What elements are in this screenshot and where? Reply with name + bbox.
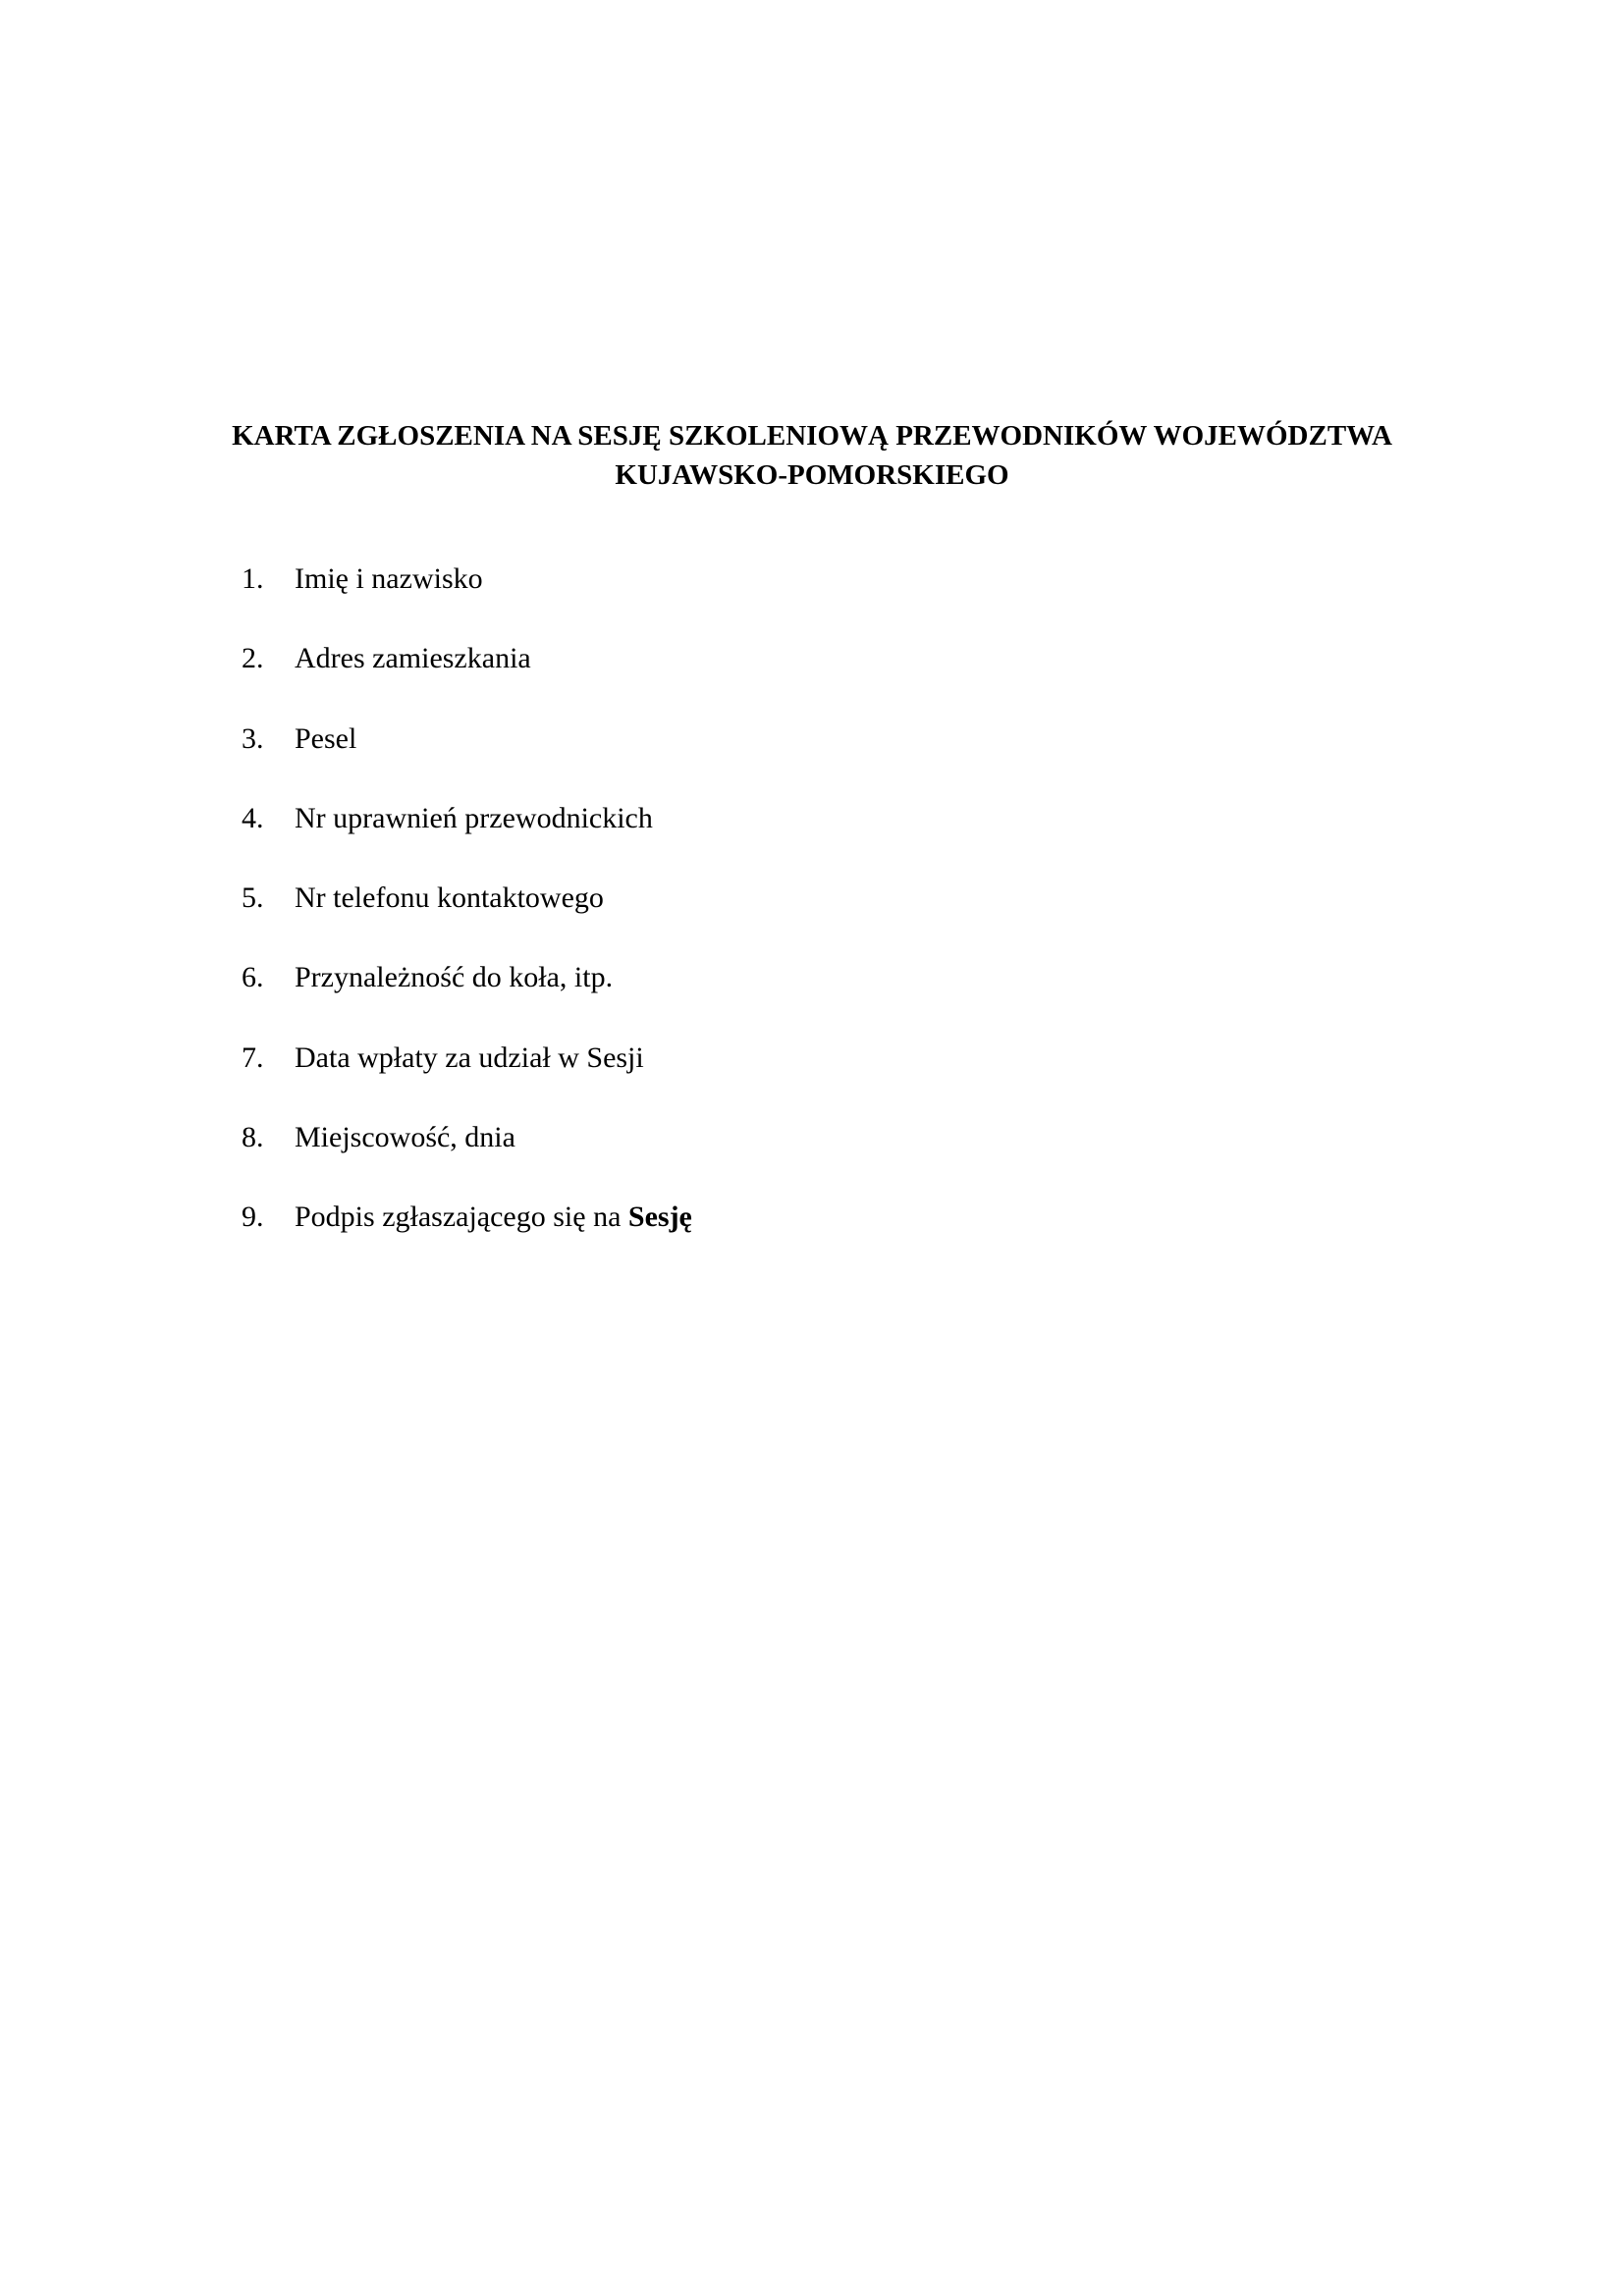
form-field-pesel — [242, 720, 692, 799]
list-item-number: 6. — [242, 961, 264, 994]
list-item-number: 7. — [242, 1041, 264, 1074]
list-item-number: 4. — [242, 801, 264, 834]
list-item-number: 3. — [242, 721, 264, 755]
list-item-label: Adres zamieszkania — [295, 642, 531, 675]
list-item-number: 9. — [242, 1201, 264, 1234]
form-field-address — [242, 639, 692, 719]
list-item-label-container — [295, 1201, 692, 1233]
document-title-line-1: KARTA ZGŁOSZENIA NA SESJĘ SZKOLENIOWĄ PRZEWODNIKÓW WOJEWÓDZTWA — [232, 420, 1392, 452]
form-field-place-date — [242, 1118, 692, 1198]
list-item-label: Nr telefonu kontaktowego — [295, 881, 604, 915]
form-field-membership — [242, 958, 692, 1038]
form-field-guide-license — [242, 799, 692, 879]
list-item-label: Data wpłaty za udział w Sesji — [295, 1041, 644, 1074]
list-item-label: Podpis zgłaszającego się na — [295, 1201, 628, 1234]
list-item-label: Imię i nazwisko — [295, 562, 483, 595]
list-item-bold-label: Sesję — [627, 1201, 692, 1234]
form-field-phone — [242, 879, 692, 958]
document-title-line-2: KUJAWSKO-POMORSKIEGO — [615, 459, 1009, 491]
list-item-label: Miejscowość, dnia — [295, 1121, 515, 1154]
form-field-payment-date — [242, 1039, 692, 1118]
list-item-number: 1. — [242, 562, 264, 595]
form-field-list — [242, 560, 692, 1278]
form-field-name — [242, 560, 692, 639]
list-item-number: 5. — [242, 881, 264, 915]
list-item-label: Pesel — [295, 721, 357, 755]
form-field-signature — [242, 1198, 692, 1277]
list-item-label: Przynależność do koła, itp. — [295, 961, 614, 994]
list-item-label: Nr uprawnień przewodnickich — [295, 801, 653, 834]
list-item-number: 2. — [242, 642, 264, 675]
list-item-number: 8. — [242, 1121, 264, 1154]
document-title — [147, 416, 1477, 495]
